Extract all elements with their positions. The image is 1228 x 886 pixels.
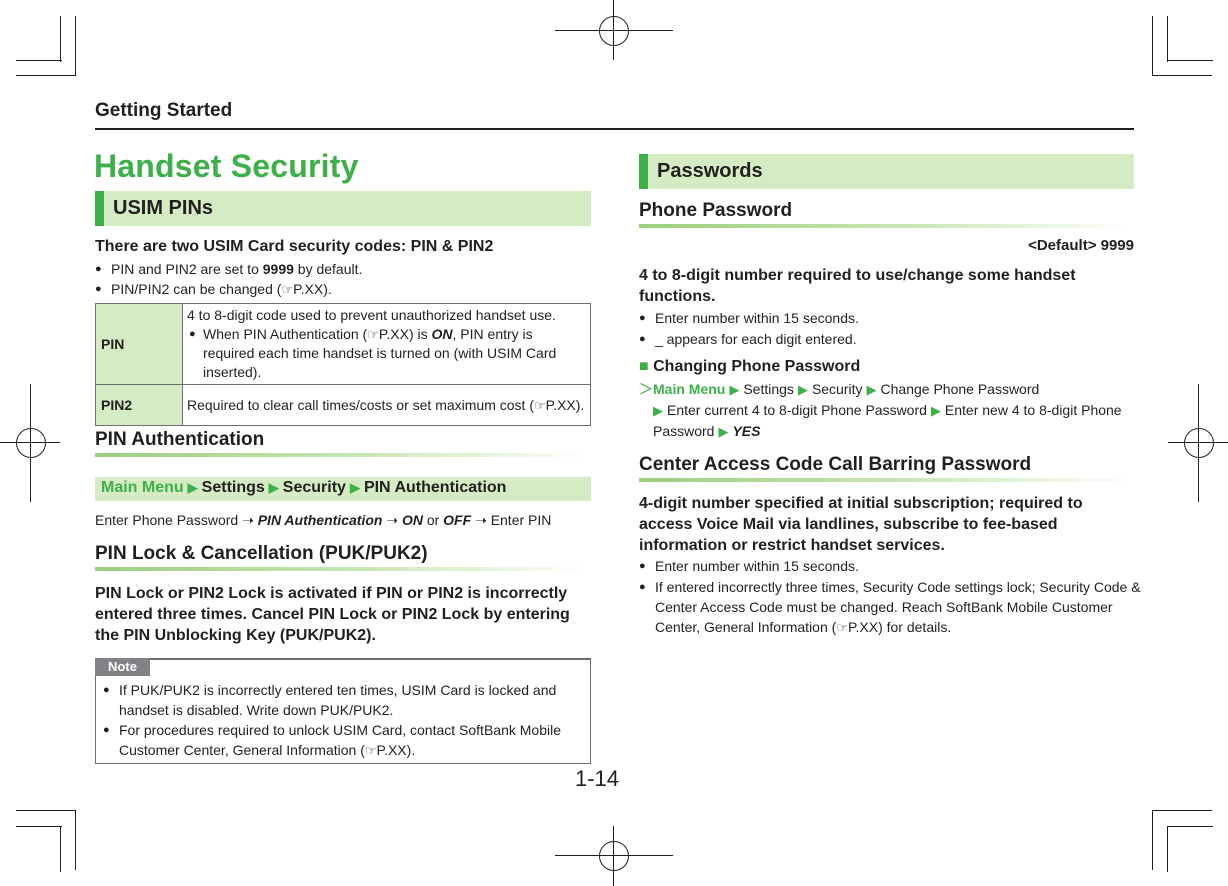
menu-path-security[interactable]: Security: [282, 479, 346, 496]
subheading-center-access: Center Access Code Call Barring Password: [639, 454, 1032, 475]
center-bullet-lock: ● If entered incorrectly three times, Security Code settings lock; Security Code & Center Access Code must be changed. Reach SoftBank Mobile Customer Center, General Information (☞P.XX) for details.: [639, 577, 1145, 638]
header-rule: [95, 128, 1134, 130]
triangle-right-icon: ▶: [930, 403, 941, 418]
triangle-right-icon: ▶: [718, 424, 729, 439]
subheading-phone-password: Phone Password: [639, 200, 793, 221]
page-ref-link[interactable]: P.XX: [293, 281, 324, 297]
pin2-desc-cell: Required to clear call times/costs or set maximum cost (☞P.XX).: [183, 385, 591, 426]
phone-bullet-digits: ● _ appears for each digit entered.: [639, 329, 1150, 349]
subheading-pin-lock: PIN Lock & Cancellation (PUK/PUK2): [95, 543, 428, 564]
page-number: 1-14: [575, 766, 620, 791]
subheading-rule: [639, 478, 1134, 482]
menu-path-main[interactable]: Main Menu: [101, 479, 184, 496]
page-title: Handset Security: [94, 148, 359, 184]
pin2-label: PIN2: [96, 385, 183, 426]
pointing-hand-icon: ☞: [364, 743, 377, 758]
subheading-rule: [639, 224, 1134, 228]
running-header: Getting Started: [95, 100, 233, 121]
menu-path-change-phone-password[interactable]: Change Phone Password: [880, 381, 1040, 397]
triangle-right-icon: ▶: [653, 403, 663, 418]
page-ref-link[interactable]: P.XX: [378, 326, 409, 342]
note-item-puk: ● If PUK/PUK2 is incorrectly entered ten times, USIM Card is locked and handset is disabled. Write down PUK/PUK2.: [103, 680, 599, 720]
triangle-right-icon: ▶: [797, 382, 808, 397]
subheading-rule: [95, 453, 591, 457]
triangle-right-icon: ▶: [729, 382, 740, 397]
usim-intro: There are two USIM Card security codes: PIN & PIN2: [95, 238, 494, 255]
table-row: [96, 304, 591, 385]
change-password-steps: ＞Main Menu ▶ Settings ▶ Security ▶ Change Phone Password ▶ Enter current 4 to 8-digit Phone Password ▶ Enter new 4 to 8-digit Phone Password ▶ YES: [639, 381, 1122, 439]
triangle-right-icon: ▶: [268, 480, 279, 495]
triangle-right-icon: ▶: [187, 480, 198, 495]
page-ref-link[interactable]: P.XX: [545, 396, 576, 413]
pin-auth-steps: Enter Phone Password ➝ PIN Authentication ➝ ON or OFF ➝ Enter PIN: [95, 512, 552, 528]
section-title: Passwords: [657, 160, 763, 182]
section-bar-passwords: [639, 154, 1134, 189]
triangle-right-icon: ▶: [866, 382, 877, 397]
center-access-desc: 4-digit number specified at initial subscription; required to access Voice Mail via landlines, subscribe to fee-based information or restrict handset services.: [639, 495, 1083, 554]
note-label: Note: [95, 658, 150, 676]
usim-bullet-change: ● PIN/PIN2 can be changed (☞P.XX).: [95, 279, 607, 300]
menu-path-pin-authentication[interactable]: PIN Authentication: [363, 479, 507, 496]
pin-lock-desc: PIN Lock or PIN2 Lock is activated if PIN or PIN2 is incorrectly entered three times. Cancel PIN Lock or PIN2 Lock by entering the PIN Unblocking Key (PUK/PUK2).: [95, 585, 570, 644]
pin-label: PIN: [96, 304, 183, 385]
pin-table: [95, 303, 591, 426]
pointing-hand-icon: ☞: [367, 327, 379, 342]
pointing-hand-icon: ☞: [836, 620, 848, 635]
phone-password-desc: 4 to 8-digit number required to use/change some handset functions.: [639, 267, 1076, 305]
menu-path-bar: [95, 477, 591, 501]
phone-bullet-time: ● Enter number within 15 seconds.: [639, 308, 1150, 328]
center-bullet-time: ● Enter number within 15 seconds.: [639, 556, 1150, 576]
usim-bullet-default: ● PIN and PIN2 are set to 9999 by default.: [95, 259, 607, 279]
menu-path-settings[interactable]: Settings: [743, 381, 794, 397]
square-bullet-icon: ■: [639, 358, 649, 375]
menu-path-settings[interactable]: Settings: [201, 479, 265, 496]
menu-path-security[interactable]: Security: [811, 381, 863, 397]
default-value: <Default> 9999: [1028, 237, 1134, 254]
arrow-right-icon: ➝: [242, 512, 254, 528]
chevron-right-icon: ＞: [639, 381, 653, 397]
table-row: [96, 385, 591, 426]
pointing-hand-icon: ☞: [534, 397, 546, 413]
note-item-unlock: ● For procedures required to unlock USIM Card, contact SoftBank Mobile Customer Center, General Information (☞P.XX).: [103, 720, 599, 761]
subheading-pin-authentication: PIN Authentication: [95, 429, 265, 450]
section-bar-usim-pins: [95, 191, 591, 226]
menu-path-main[interactable]: Main Menu: [653, 381, 726, 397]
subheading-rule: [95, 567, 591, 571]
section-title: USIM PINs: [113, 197, 214, 219]
changing-heading: ■ Changing Phone Password: [639, 358, 861, 375]
arrow-right-icon: ➝: [386, 512, 399, 528]
arrow-right-icon: ➝: [475, 512, 487, 528]
pin-desc-cell: 4 to 8-digit code used to prevent unauthorized handset use. ● When PIN Authentication (☞P.XX) is ON, PIN entry is required each time handset is turned on (with USIM Card inserted).: [183, 304, 591, 385]
page-ref-link[interactable]: P.XX: [376, 742, 407, 758]
pointing-hand-icon: ☞: [281, 282, 294, 297]
triangle-right-icon: ▶: [349, 480, 360, 495]
page-ref-link[interactable]: P.XX: [847, 619, 879, 635]
